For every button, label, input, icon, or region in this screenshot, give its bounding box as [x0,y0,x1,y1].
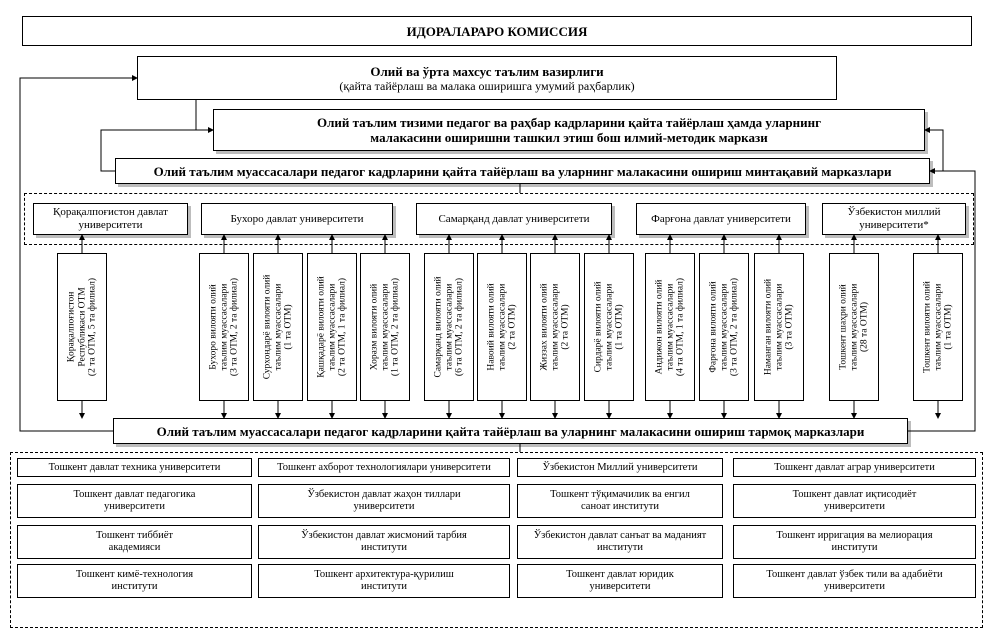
network-university-label: Ўзбекистон Миллий университети [542,461,698,473]
network-university-label: Тошкент давлат иқтисодиёт университети [792,489,917,512]
main-center-line2: малакасини оширишни ташкил этиш бош илмий-методик маркази [370,130,768,145]
network-university-label: Ўзбекистон давлат жисмоний тарбия институти [301,530,467,553]
university-label: Фарғона давлат университети [651,212,791,225]
network-university-label: Тошкент тўқимачилик ва енгил саноат институти [550,489,690,512]
network-university-label: Ўзбекистон давлат жаҳон тиллари университети [307,489,461,512]
regional-centers-title: Олий таълим муассасалари педагог кадрларини қайта тайёрлаш ва уларнинг малакасини ошириш минтақавий марказлари [153,163,892,179]
region-label: Тошкент вилояти олий таълим муассасалари (1 та ОТМ) [922,281,954,373]
region-label: Самарқанд вилояти олий таълим муассасалари (6 та ОТМ, 2 та филиал) [433,276,465,378]
university-label: Ўзбекистон миллий университети* [847,206,941,231]
region-label: Қашқадарё вилояти олий таълим муассасалари (2 та ОТМ, 1 та филиал) [316,276,348,378]
network-university-label: Тошкент тиббиёт академияси [95,530,174,553]
ministry-title: Олий ва ўрта махсус таълим вазирлиги [370,63,604,79]
network-university-label: Тошкент давлат ўзбек тили ва адабиёти университети [766,569,943,592]
region-label: Андижон вилояти олий таълим муассасалари (4 та ОТМ, 1 та филиал) [654,277,686,377]
region-label: Сирдарё вилояти олий таълим муассасалари (1 та ОТМ) [593,281,625,373]
network-university-label: Ўзбекистон давлат санъат ва маданият институти [533,530,707,553]
region-label: Бухоро вилояти олий таълим муассасалари (3 та ОТМ, 2 та филиал) [208,277,240,377]
region-label: Наманган вилояти олий таълим муассасалари (3 та ОТМ) [763,278,795,376]
region-label: Фарғона вилояти олий таълим муассасалари (3 та ОТМ, 2 та филиал) [708,277,740,377]
university-label: Қорақалпоғистон давлат университети [53,206,168,231]
region-label: Тошкент шаҳри олий таълим муассасалари (28 та ОТМ) [838,283,870,371]
network-university-label: Тошкент давлат юридик университети [566,569,674,592]
network-university-label: Тошкент давлат педагогика университети [73,489,196,512]
network-centers-title: Олий таълим муассасалари педагог кадрларини қайта тайёрлаш ва уларнинг малакасини ошириш тармоқ марказлари [156,423,865,439]
region-label: Жиззах вилояти олий таълим муассасалари (2 та ОТМ) [539,283,571,371]
commission-title: ИДОРАЛАРАРО КОМИССИЯ [406,23,588,39]
ministry-subtitle: (қайта тайёрлаш ва малака оширишга умумий раҳбарлик) [339,78,635,93]
network-university-label: Тошкент ирригация ва мелиорация институти [776,530,933,553]
region-label: Сурхондарё вилояти олий таълим муассасалари (1 та ОТМ) [262,274,294,380]
university-label: Самарқанд давлат университети [438,212,590,225]
university-label: Бухоро давлат университети [230,212,364,225]
main-center-line1: Олий таълим тизими педагог ва раҳбар кадрларини қайта тайёрлаш ҳамда уларнинг [317,115,821,130]
region-label: Қорақалпоғистон Республикаси ОТМ (2 та ОТМ, 5 та филиал) [66,277,98,377]
network-university-label: Тошкент давлат аграр университети [774,461,935,473]
region-label: Хоразм вилояти олий таълим муассасалари (1 та ОТМ, 2 та филиал) [369,277,401,377]
network-university-label: Тошкент кимё-технология институти [75,569,194,592]
network-university-label: Тошкент архитектура-қурилиш институти [314,569,454,592]
region-label: Навоий вилояти олий таълим муассасалари (2 та ОТМ) [486,283,518,371]
network-university-label: Тошкент ахборот технологиялари университети [277,461,491,473]
network-university-label: Тошкент давлат техника университети [48,461,221,473]
